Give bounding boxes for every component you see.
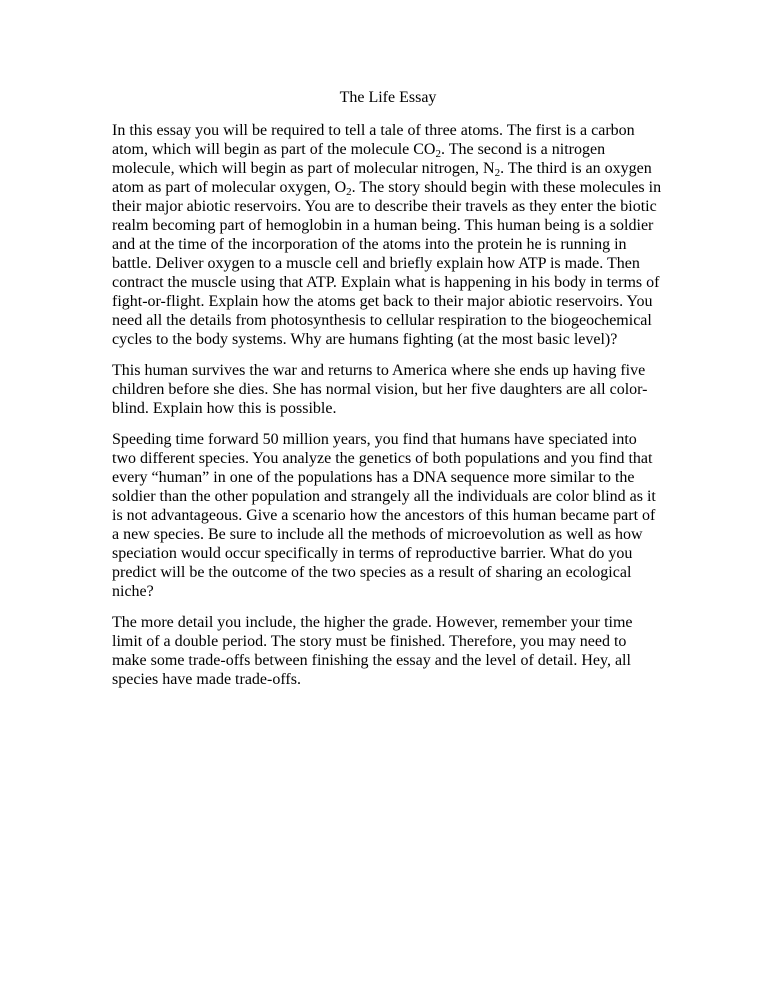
- document-body: [112, 88, 664, 701]
- paragraph: [112, 361, 664, 418]
- subscript: 2: [494, 167, 501, 179]
- text-run: The more detail you include, the higher the grade. However, remember your time limit of a double period. The story must be finished. Therefore, you may need to make some trade-offs between finishing the essay and the level of detail. Hey, all species have made trade-offs.: [112, 614, 633, 688]
- text-run: In this essay you will be required to tell a tale of three atoms. The first is a carbon atom, which will begin as part of the molecule CO: [112, 122, 635, 158]
- text-run: . The third is an oxygen atom as part of molecular oxygen, O: [112, 160, 652, 196]
- document-title: The Life Essay: [339, 89, 437, 106]
- text-run: Speeding time forward 50 million years, you find that humans have speciated into two different species. You analyze the genetics of both populations and you find that every “human” in one of the populations has a DNA sequence more similar to the soldier than the other population and strangely all the individuals are color blind as it is not advantageous. Give a scenario how the ancestors of this human became part of a new species. Be sure to include all the methods of microevolution as well as how speciation would occur specifically in terms of reproductive barrier. What do you predict will be the outcome of the two species as a result of sharing an ecological niche?: [112, 431, 656, 600]
- text-run: This human survives the war and returns to America where she ends up having five children before she dies. She has normal vision, but her five daughters are all color-blind. Explain how this is possible.: [112, 362, 648, 417]
- paragraph: [112, 430, 664, 601]
- subscript: 2: [346, 186, 352, 198]
- subscript: 2: [435, 148, 441, 160]
- text-run: . The story should begin with these molecules in their major abiotic reservoirs. You are to describe their travels as they enter the biotic realm becoming part of hemoglobin in a human being. This human being is a soldier and at the time of the incorporation of the atoms into the protein he is running in battle. Deliver oxygen to a muscle cell and briefly explain how ATP is made. Then contract the muscle using that ATP. Explain what is happening in his body in terms of fight-or-flight. Explain how the atoms get back to their major abiotic reservoirs. You need all the details from photosynthesis to cellular respiration to the biogeochemical cycles to the body systems. Why are humans fighting (at the most basic level)?: [112, 179, 662, 348]
- text-run: . The second is a nitrogen molecule, which will begin as part of molecular nitrogen, N: [112, 141, 606, 177]
- paragraph: [112, 613, 664, 689]
- paragraph: [112, 121, 664, 349]
